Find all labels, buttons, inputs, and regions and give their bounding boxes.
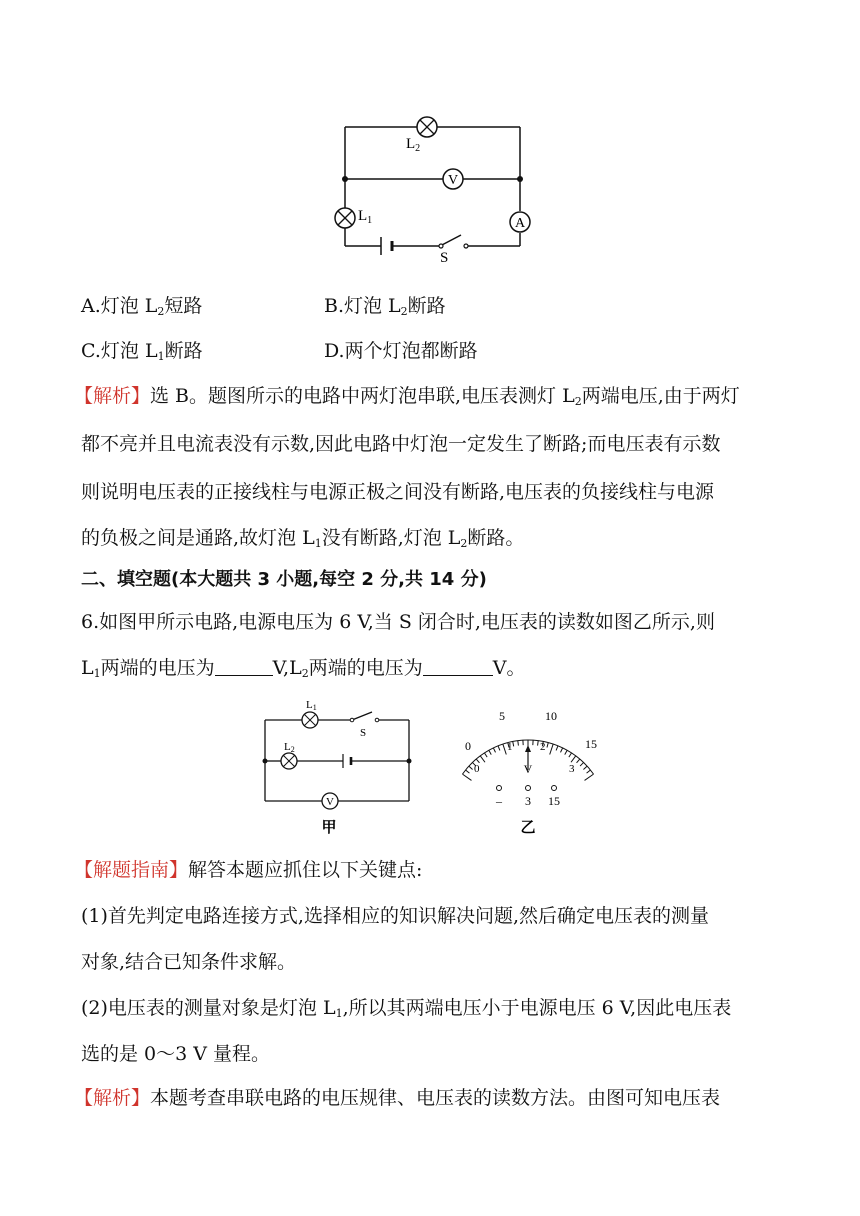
figure-jia-caption: 甲 bbox=[321, 818, 337, 836]
jia-l1-label: L1 bbox=[306, 699, 317, 712]
lamp-l2-icon bbox=[417, 117, 437, 137]
option-b: B.灯泡 $L_2$断路 bbox=[324, 295, 446, 318]
option-d: D.两个灯泡都断路 bbox=[324, 340, 478, 362]
analysis1-line3: 则说明电压表的正接线柱与电源正极之间没有断路,电压表的负接线柱与电源 bbox=[81, 481, 715, 503]
voltmeter-dial-yi bbox=[450, 700, 610, 840]
option-a: A.灯泡 $L_2$短路 bbox=[81, 295, 203, 318]
question6-line1: 6.如图甲所示电路,电源电压为 6 V,当 S 闭合时,电压表的读数如图乙所示,则 bbox=[81, 611, 715, 633]
outer-tick-5: 5 bbox=[499, 709, 505, 723]
jia-l2-label: L2 bbox=[284, 741, 295, 754]
dial-tick bbox=[583, 766, 587, 769]
outer-tick-10: 10 bbox=[545, 709, 557, 723]
outer-tick-0: 0 bbox=[465, 739, 471, 753]
dial-tick bbox=[547, 743, 548, 748]
dial-tick bbox=[498, 746, 500, 751]
dial-tick bbox=[480, 756, 485, 762]
jia-switch-label: S bbox=[360, 727, 367, 739]
analysis-tag: 【解析】 bbox=[74, 385, 151, 407]
analysis1-line4: 的负极之间是通路,故灯泡 $L_1$没有断路,灯泡 $L_2$断路。 bbox=[81, 527, 525, 550]
jia-voltmeter-icon bbox=[322, 793, 338, 809]
guide-line: 【解题指南】解答本题应抓住以下关键点: bbox=[74, 859, 423, 881]
section-heading: 二、填空题(本大题共 3 小题,每空 2 分,共 14 分) bbox=[81, 569, 487, 590]
lamp-l1-icon bbox=[335, 208, 355, 228]
dial-tick bbox=[587, 770, 591, 773]
dial-tick bbox=[462, 774, 471, 780]
dial-tick bbox=[585, 774, 594, 780]
circuit-diagram-1 bbox=[320, 110, 550, 270]
terminal-negative: – bbox=[496, 794, 502, 808]
voltmeter-symbol-label: V bbox=[447, 173, 459, 188]
dial-tick bbox=[580, 762, 583, 766]
analysis1-line1: 【解析】选 B。题图所示的电路中两灯泡串联,电压表测灯 $L_2$两端电压,由于两灯 bbox=[74, 385, 740, 408]
guide-p2-line1: (2)电压表的测量对象是灯泡 $L_1$,所以其两端电压小于电源电压 6 V,因此电压表 bbox=[81, 997, 732, 1020]
dial-tick bbox=[569, 753, 572, 757]
answer-blank-1[interactable] bbox=[215, 657, 273, 676]
dial-unit-label: V bbox=[523, 762, 533, 776]
dial-tick bbox=[556, 746, 558, 751]
dial-tick bbox=[493, 748, 495, 753]
dial-tick bbox=[577, 759, 580, 763]
dial-tick bbox=[489, 750, 491, 754]
voltmeter-icon bbox=[443, 169, 463, 189]
dial-tick bbox=[538, 741, 539, 746]
dial-tick bbox=[469, 766, 473, 769]
inner-tick-0: 0 bbox=[474, 763, 480, 775]
inner-tick-2: 2 bbox=[540, 741, 546, 753]
jia-voltmeter-symbol: V bbox=[326, 796, 334, 808]
terminal-3: 3 bbox=[525, 794, 531, 808]
lamp-l1-label: $L_1$ bbox=[358, 208, 373, 226]
jia-lamp-l2-icon bbox=[281, 753, 297, 769]
guide-p1-line2: 对象,结合已知条件求解。 bbox=[81, 951, 297, 973]
option-c: C.灯泡 $L_1$断路 bbox=[81, 340, 203, 363]
dial-tick bbox=[503, 744, 506, 754]
question6-line2: $L_1$两端的电压为 $V,L_2$两端的电压为 V。 bbox=[81, 657, 526, 680]
figure-yi-caption: 乙 bbox=[520, 818, 536, 836]
lamp-l2-label: $L_2$ bbox=[406, 136, 421, 154]
dial-tick bbox=[518, 741, 519, 746]
guide-tag: 【解题指南】 bbox=[74, 859, 189, 881]
dial-tick bbox=[550, 744, 553, 754]
ammeter-icon bbox=[510, 212, 530, 232]
analysis1-line2: 都不亮并且电流表没有示数,因此电路中灯泡一定发生了断路;而电压表有示数 bbox=[81, 433, 721, 455]
dial-tick bbox=[466, 770, 470, 773]
outer-tick-15: 15 bbox=[585, 737, 597, 751]
analysis2-line: 【解析】本题考查串联电路的电压规律、电压表的读数方法。由图可知电压表 bbox=[74, 1087, 721, 1109]
ammeter-symbol-label: A bbox=[514, 216, 526, 231]
guide-p2-line2: 选的是 0～3 V 量程。 bbox=[81, 1043, 271, 1065]
circuit-diagram-jia bbox=[255, 695, 425, 840]
switch-label: S bbox=[440, 250, 449, 266]
dial-tick bbox=[560, 748, 562, 753]
analysis2-tag: 【解析】 bbox=[74, 1087, 151, 1109]
dial-tick bbox=[571, 756, 576, 762]
terminal-15: 15 bbox=[548, 794, 560, 808]
guide-p1-line1: (1)首先判定电路连接方式,选择相应的知识解决问题,然后确定电压表的测量 bbox=[81, 905, 709, 927]
dial-tick bbox=[484, 753, 487, 757]
inner-tick-1: 1 bbox=[507, 741, 513, 753]
dial-tick bbox=[513, 741, 514, 746]
dial-tick bbox=[565, 750, 567, 754]
jia-lamp-l1-icon bbox=[302, 712, 318, 728]
inner-tick-3: 3 bbox=[569, 763, 575, 775]
answer-blank-2[interactable] bbox=[423, 657, 493, 676]
